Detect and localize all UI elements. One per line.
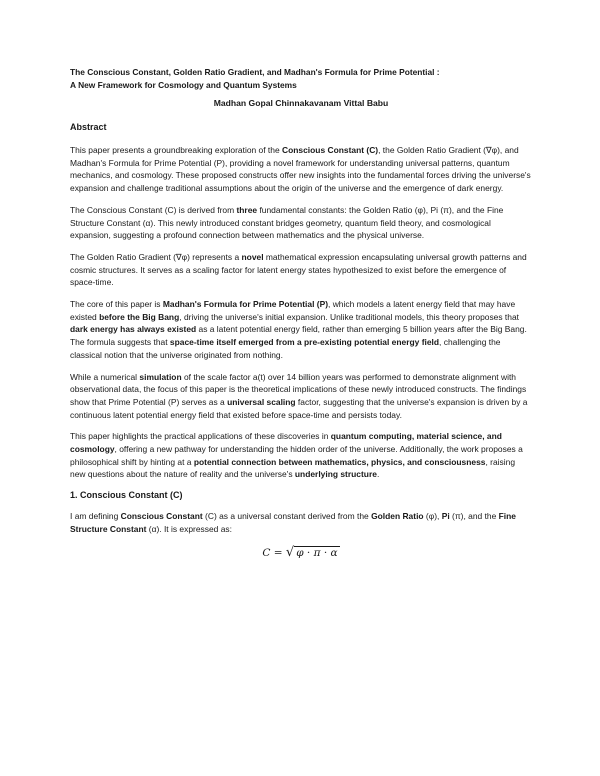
bold-text: universal scaling <box>227 396 296 407</box>
conscious-constant-formula <box>70 545 532 560</box>
bold-text: Conscious Constant (C) <box>282 145 379 155</box>
formula-radicand: φ · π · α <box>296 546 338 559</box>
bold-text: before the Big Bang <box>99 311 180 322</box>
text: , offering a new pathway for understanding the hidden order of the universe. Additionally, the work proposes a philosophical shift by hinting at a <box>70 444 523 467</box>
bold-text: dark energy has always existed <box>70 324 197 335</box>
text: The core of this paper is <box>70 299 163 310</box>
text: While a numerical <box>70 371 140 382</box>
square-root-symbol: √ <box>285 544 295 560</box>
text: , raising new questions about the nature of reality and the universe's <box>70 456 516 480</box>
abstract-heading: Abstract <box>70 122 107 132</box>
text: (π), and the <box>449 511 499 522</box>
text: fundamental constants: the Golden Ratio (φ), Pi (π), and the Fine Structure Constant (α). This newly introduced constant bridges geometry, quantum field theory, and cosmological expansion, suggesting a profound connection between mathematics and the physical universe. <box>70 204 504 241</box>
text: (C) as a universal constant derived from the <box>202 511 372 522</box>
text: , the Golden Ratio Gradient (∇φ), and Madhan's Formula for Prime Potential (P), providing a novel framework for understanding universal patterns, quantum mechanics, and cosmology. These proposed constructs offer new insights into the fundamental forces driving the universe's expansion and challenge traditional assumptions about the origin of the universe and the emergence of dark energy. <box>70 145 531 194</box>
abstract-paragraph-6 <box>70 430 532 481</box>
bold-text: Madhan's Formula for Prime Potential (P) <box>162 299 329 310</box>
bold-text: space-time itself emerged from a pre-existing potential energy field <box>169 337 440 348</box>
abstract-paragraph-2 <box>70 204 532 242</box>
text: mathematical expression encapsulating universal growth patterns and cosmic structures. It serves as a scaling factor for latent energy states hypothesized to exist before the emergence of space-time. <box>70 251 527 288</box>
text: (α). It is expressed as: <box>146 523 232 534</box>
title-block <box>70 66 532 108</box>
text: , which models a latent energy field that may have existed <box>70 299 516 322</box>
text: , driving the universe's initial expansion. Unlike traditional models, this theory proposes that <box>179 311 520 322</box>
text: factor, suggesting that the universe's expansion is driven by a continuous latent potential energy field that existed before space-time and persists today. <box>70 396 528 420</box>
bold-text: Golden Ratio <box>371 511 424 522</box>
text: I am defining <box>70 511 121 522</box>
section-1-heading: 1. Conscious Constant (C) <box>70 490 183 501</box>
author-name: Madhan Gopal Chinnakavanam Vittal Babu <box>213 98 389 108</box>
bold-text: simulation <box>139 371 182 382</box>
abstract-paragraph-1 <box>70 144 532 195</box>
text: of the scale factor a(t) over 14 billion years was performed to demonstrate alignment with observational data, the focus of this paper is the theoretical implications of these newly introduced constructs. The findings show that Prime Potential (P) serves as a <box>70 371 527 407</box>
text: . <box>376 469 380 480</box>
page-content <box>70 66 532 560</box>
bold-text: novel <box>241 251 264 262</box>
text: The Golden Ratio Gradient (∇φ) represents a <box>70 251 242 262</box>
abstract-paragraph-4 <box>70 298 532 362</box>
bold-text: quantum computing, material science, and cosmology <box>70 431 502 455</box>
text: This paper presents a groundbreaking exploration of the <box>70 145 283 155</box>
text: This paper highlights the practical applications of these discoveries in <box>70 431 331 442</box>
paper-title-line-2: A New Framework for Cosmology and Quantum Systems <box>70 80 297 90</box>
text: The Conscious Constant (C) is derived from <box>70 204 237 215</box>
text: , challenging the classical notion that the universe originated from nothing. <box>70 337 501 360</box>
bold-text: Fine Structure Constant <box>70 511 517 534</box>
abstract-paragraph-5 <box>70 371 532 422</box>
bold-text: three <box>236 204 258 215</box>
bold-text: Conscious Constant <box>120 511 203 522</box>
abstract-paragraph-3 <box>70 251 532 289</box>
section-1-paragraph <box>70 510 532 535</box>
bold-text: potential connection between mathematics, physics, and consciousness <box>193 456 486 467</box>
text: (φ), <box>423 511 442 522</box>
paper-title-line-1: The Conscious Constant, Golden Ratio Gradient, and Madhan's Formula for Prime Potential : <box>70 67 440 77</box>
formula-lhs: C = <box>262 546 286 559</box>
bold-text: underlying structure <box>294 469 377 480</box>
text: as a latent potential energy field, rather than emerging 5 billion years after the Big Bang. The formula suggests that <box>70 324 527 348</box>
bold-text: Pi <box>441 511 450 522</box>
